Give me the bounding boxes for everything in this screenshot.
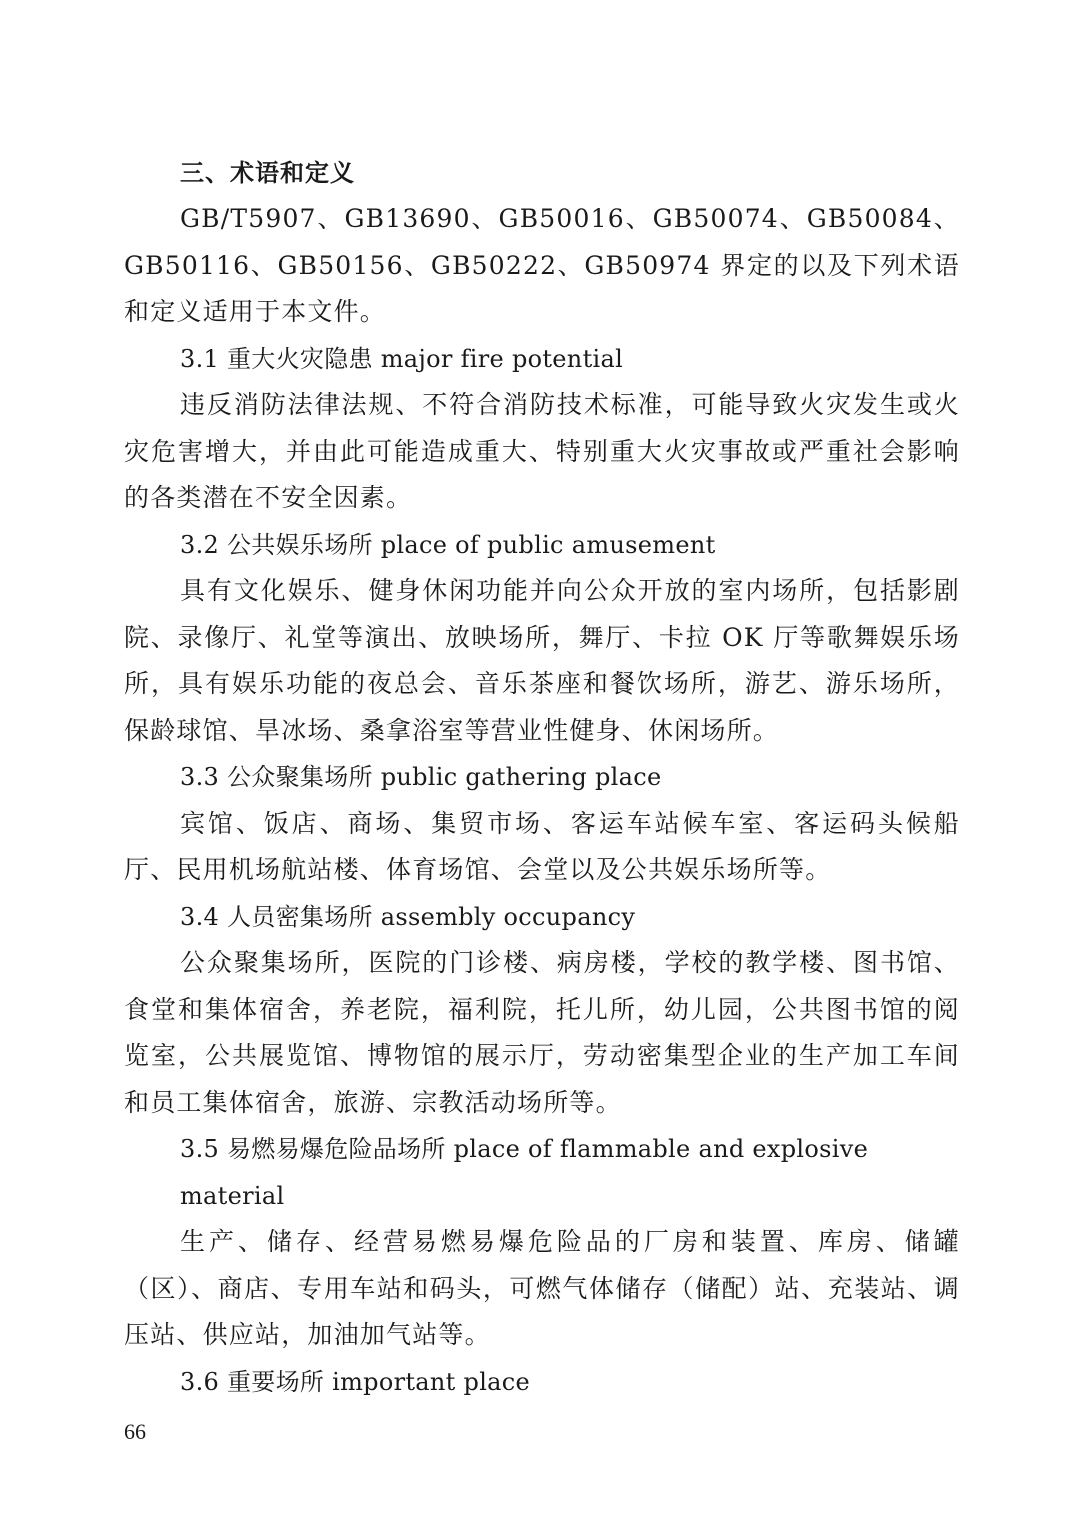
term-title-3-5: 3.5 易燃易爆危险品场所 place of flammable and explosive material [180,1135,869,1210]
term-title-3-3: 3.3 公众聚集场所 public gathering place [180,763,662,791]
term-definition-3-1: 违反消防法律法规、不符合消防技术标准，可能导致火灾发生或火灾危害增大，并由此可能造成重大、特别重大火灾事故或严重社会影响的各类潜在不安全因素。 [124,390,960,512]
page-number: 66 [124,1419,146,1444]
document-page [124,150,960,1405]
term-title-3-6: 3.6 重要场所 important place [180,1367,531,1396]
section-intro: GB/T5907、GB13690、GB50016、GB50074、GB50084、GB50116、GB50156、GB50222、GB50974 界定的以及下列术语和定义适用于本文件。 [124,204,960,326]
term-definition-3-4: 公众聚集场所，医院的门诊楼、病房楼，学校的教学楼、图书馆、食堂和集体宿舍，养老院，福利院，托儿所，幼儿园，公共图书馆的阅览室，公共展览馆、博物馆的展示厅，劳动密集型企业的生产加工车间和员工集体宿舍，旅游、宗教活动场所等。 [124,948,960,1117]
term-definition-3-2: 具有文化娱乐、健身休闲功能并向公众开放的室内场所，包括影剧院、录像厅、礼堂等演出、放映场所，舞厅、卡拉 OK 厅等歌舞娱乐场所，具有娱乐功能的夜总会、音乐茶座和餐饮场所，游艺、游乐场所，保龄球馆、旱冰场、桑拿浴室等营业性健身、休闲场所。 [124,576,960,745]
term-title-3-2: 3.2 公共娱乐场所 place of public amusement [180,530,716,559]
term-title-3-1: 3.1 重大火灾隐患 major fire potential [180,344,624,373]
term-definition-3-3: 宾馆、饭店、商场、集贸市场、客运车站候车室、客运码头候船厅、民用机场航站楼、体育场馆、会堂以及公共娱乐场所等。 [124,808,960,884]
section-heading: 三、术语和定义 [180,159,355,187]
term-title-3-4: 3.4 人员密集场所 assembly occupancy [180,902,636,931]
term-definition-3-5: 生产、储存、经营易燃易爆危险品的厂房和装置、库房、储罐（区）、商店、专用车站和码头，可燃气体储存（储配）站、充装站、调压站、供应站，加油加气站等。 [124,1227,960,1349]
